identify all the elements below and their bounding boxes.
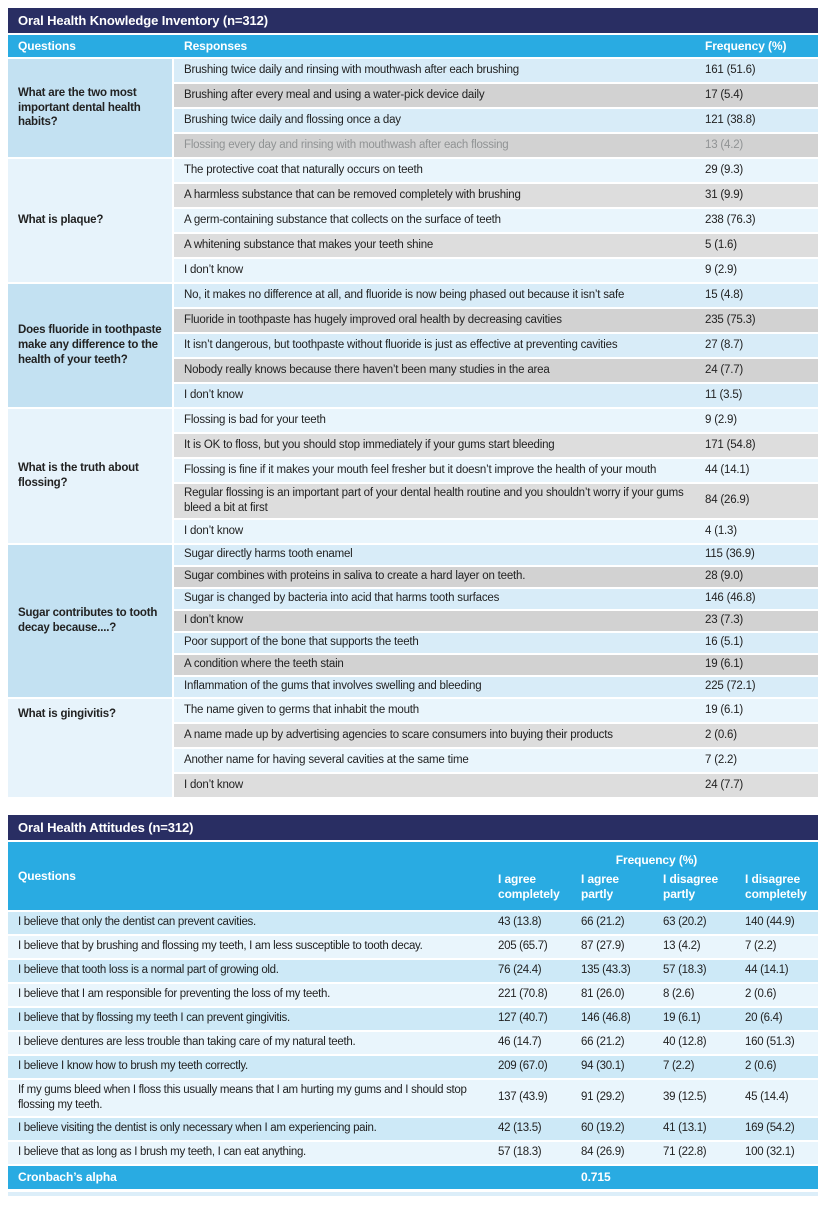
response-row bbox=[174, 409, 818, 432]
question-cell: What is plaque? bbox=[8, 159, 172, 282]
response-row bbox=[174, 384, 818, 407]
frequency-value: 9 (2.9) bbox=[705, 414, 737, 427]
response-row bbox=[174, 434, 818, 457]
frequency-value: 39 (12.5) bbox=[663, 1091, 707, 1104]
response-text: A condition where the teeth stain bbox=[184, 658, 344, 671]
frequency-value: 17 (5.4) bbox=[705, 89, 744, 102]
response-row bbox=[174, 774, 818, 797]
attitude-row bbox=[8, 1080, 818, 1116]
response-text: Brushing after every meal and using a water-pick device daily bbox=[184, 89, 485, 102]
attitude-row bbox=[8, 1032, 818, 1054]
response-text: Brushing twice daily and flossing once a day bbox=[184, 114, 401, 127]
knowledge-table-body bbox=[8, 59, 818, 797]
frequency-value: 127 (40.7) bbox=[498, 1012, 548, 1025]
frequency-value: 2 (0.6) bbox=[705, 728, 737, 741]
frequency-value: 4 (1.3) bbox=[705, 524, 737, 537]
frequency-value: 205 (65.7) bbox=[498, 940, 548, 953]
column-header-frequency: Frequency (%) bbox=[705, 39, 787, 53]
response-text: A germ-containing substance that collects on the surface of teeth bbox=[184, 214, 501, 227]
response-row bbox=[174, 484, 818, 518]
frequency-value: 71 (22.8) bbox=[663, 1146, 707, 1159]
response-text: It isn’t dangerous, but toothpaste without fluoride is just as effective at preventing cavities bbox=[184, 339, 618, 352]
response-row bbox=[174, 633, 818, 653]
attitudes-table-body bbox=[8, 912, 818, 1164]
frequency-value: 84 (26.9) bbox=[581, 1146, 625, 1159]
frequency-value: 20 (6.4) bbox=[745, 1012, 783, 1025]
frequency-value: 94 (30.1) bbox=[581, 1060, 625, 1073]
response-row bbox=[174, 59, 818, 82]
response-text: Fluoride in toothpaste has hugely improved oral health by decreasing cavities bbox=[184, 314, 562, 327]
response-text: I don’t know bbox=[184, 524, 243, 537]
response-text: Another name for having several cavities at the same time bbox=[184, 753, 469, 766]
response-row bbox=[174, 184, 818, 207]
column-header-frequency: Frequency (%) bbox=[615, 852, 698, 867]
response-text: I don’t know bbox=[184, 264, 243, 277]
frequency-value: 221 (70.8) bbox=[498, 988, 548, 1001]
response-row bbox=[174, 209, 818, 232]
response-row bbox=[174, 567, 818, 587]
attitude-question: If my gums bleed when I floss this usually means that I am hurting my gums and I should stop flossing my teeth. bbox=[18, 1083, 467, 1111]
frequency-value: 23 (7.3) bbox=[705, 614, 744, 627]
attitudes-table-title: Oral Health Attitudes (n=312) bbox=[8, 815, 818, 840]
response-text: I don’t know bbox=[184, 778, 243, 791]
response-row bbox=[174, 234, 818, 257]
response-row bbox=[174, 520, 818, 543]
frequency-value: 76 (24.4) bbox=[498, 964, 542, 977]
frequency-value: 7 (2.2) bbox=[745, 940, 777, 953]
response-text: A name made up by advertising agencies to scare consumers into buying their products bbox=[184, 728, 613, 741]
frequency-value: 169 (54.2) bbox=[745, 1122, 795, 1135]
frequency-value: 171 (54.8) bbox=[705, 439, 756, 452]
frequency-value: 15 (4.8) bbox=[705, 289, 744, 302]
response-row bbox=[174, 655, 818, 675]
frequency-value: 87 (27.9) bbox=[581, 940, 625, 953]
frequency-value: 46 (14.7) bbox=[498, 1036, 542, 1049]
response-row bbox=[174, 334, 818, 357]
response-text: Flossing every day and rinsing with mouthwash after each flossing bbox=[184, 139, 509, 152]
cronbach-value: 0.715 bbox=[581, 1170, 611, 1185]
frequency-value: 91 (29.2) bbox=[581, 1091, 625, 1104]
frequency-value: 13 (4.2) bbox=[663, 940, 701, 953]
frequency-value: 40 (12.8) bbox=[663, 1036, 707, 1049]
column-header-questions: Questions bbox=[18, 39, 76, 53]
question-cell: Sugar contributes to tooth decay because....? bbox=[8, 545, 172, 697]
response-text: It is OK to floss, but you should stop immediately if your gums start bleeding bbox=[184, 439, 555, 452]
attitude-question: I believe that tooth loss is a normal part of growing old. bbox=[18, 964, 279, 977]
frequency-value: 41 (13.1) bbox=[663, 1122, 707, 1135]
frequency-value: 161 (51.6) bbox=[705, 64, 756, 77]
frequency-value: 44 (14.1) bbox=[705, 464, 750, 477]
frequency-value: 7 (2.2) bbox=[705, 753, 737, 766]
frequency-value: 146 (46.8) bbox=[581, 1012, 631, 1025]
attitude-question: I believe I know how to brush my teeth correctly. bbox=[18, 1060, 248, 1073]
question-cell: What is gingivitis? bbox=[8, 699, 172, 797]
frequency-value: 66 (21.2) bbox=[581, 916, 625, 929]
frequency-value: 11 (3.5) bbox=[705, 389, 743, 402]
cronbach-label: Cronbach’s alpha bbox=[18, 1170, 117, 1185]
response-text: Flossing is fine if it makes your mouth feel fresher but it doesn’t improve the health of your mouth bbox=[184, 464, 657, 477]
response-text: The name given to germs that inhabit the mouth bbox=[184, 703, 419, 716]
response-row bbox=[174, 545, 818, 565]
frequency-value: 63 (20.2) bbox=[663, 916, 707, 929]
response-text: Brushing twice daily and rinsing with mouthwash after each brushing bbox=[184, 64, 519, 77]
attitude-question: I believe that only the dentist can prevent cavities. bbox=[18, 916, 256, 929]
column-header-disagree-completely: I disagree completely bbox=[745, 871, 807, 901]
attitude-row bbox=[8, 1118, 818, 1140]
question-cell: What are the two most important dental health habits? bbox=[8, 59, 172, 157]
response-text: The protective coat that naturally occurs on teeth bbox=[184, 164, 423, 177]
cronbach-row bbox=[8, 1166, 818, 1189]
response-text: A harmless substance that can be removed completely with brushing bbox=[184, 189, 521, 202]
column-header-agree-completely: I agree completely bbox=[498, 871, 560, 901]
response-text: Sugar directly harms tooth enamel bbox=[184, 548, 353, 561]
frequency-value: 28 (9.0) bbox=[705, 570, 744, 583]
attitude-row bbox=[8, 984, 818, 1006]
frequency-value: 5 (1.6) bbox=[705, 239, 737, 252]
response-row bbox=[174, 159, 818, 182]
attitude-question: I believe that I am responsible for preventing the loss of my teeth. bbox=[18, 988, 331, 1001]
frequency-value: 84 (26.9) bbox=[705, 494, 750, 507]
response-rows bbox=[174, 59, 818, 157]
response-text: I don’t know bbox=[184, 389, 243, 402]
attitude-row bbox=[8, 1008, 818, 1030]
response-rows bbox=[174, 545, 818, 697]
attitude-row bbox=[8, 960, 818, 982]
question-group bbox=[8, 159, 818, 282]
response-row bbox=[174, 84, 818, 107]
frequency-value: 121 (38.8) bbox=[705, 114, 756, 127]
attitude-question: I believe that as long as I brush my teeth, I can eat anything. bbox=[18, 1146, 306, 1159]
frequency-value: 45 (14.4) bbox=[745, 1091, 789, 1104]
frequency-value: 225 (72.1) bbox=[705, 680, 756, 693]
response-row bbox=[174, 134, 818, 157]
frequency-value: 57 (18.3) bbox=[498, 1146, 542, 1159]
column-header-agree-partly: I agree partly bbox=[581, 871, 619, 901]
attitude-question: I believe dentures are less trouble than taking care of my natural teeth. bbox=[18, 1036, 356, 1049]
response-row bbox=[174, 359, 818, 382]
response-text: Sugar combines with proteins in saliva to create a hard layer on teeth. bbox=[184, 570, 526, 583]
knowledge-table bbox=[8, 8, 818, 797]
frequency-value: 135 (43.3) bbox=[581, 964, 631, 977]
question-group bbox=[8, 699, 818, 797]
frequency-value: 8 (2.6) bbox=[663, 988, 695, 1001]
response-row bbox=[174, 589, 818, 609]
frequency-value: 100 (32.1) bbox=[745, 1146, 795, 1159]
question-cell: Does fluoride in toothpaste make any difference to the health of your teeth? bbox=[8, 284, 172, 407]
frequency-value: 2 (0.6) bbox=[745, 988, 777, 1001]
frequency-value: 19 (6.1) bbox=[705, 703, 744, 716]
response-text: Inflammation of the gums that involves swelling and bleeding bbox=[184, 680, 482, 693]
response-rows bbox=[174, 284, 818, 407]
frequency-value: 81 (26.0) bbox=[581, 988, 625, 1001]
attitude-row bbox=[8, 1056, 818, 1078]
frequency-value: 7 (2.2) bbox=[663, 1060, 695, 1073]
attitudes-table bbox=[8, 815, 818, 1196]
attitude-question: I believe visiting the dentist is only necessary when I am experiencing pain. bbox=[18, 1122, 377, 1135]
column-header-disagree-partly: I disagree partly bbox=[663, 871, 719, 901]
frequency-value: 27 (8.7) bbox=[705, 339, 744, 352]
frequency-value: 31 (9.9) bbox=[705, 189, 744, 202]
question-group bbox=[8, 409, 818, 543]
frequency-value: 160 (51.3) bbox=[745, 1036, 795, 1049]
frequency-value: 19 (6.1) bbox=[663, 1012, 701, 1025]
response-rows bbox=[174, 159, 818, 282]
knowledge-table-title: Oral Health Knowledge Inventory (n=312) bbox=[8, 8, 818, 33]
frequency-value: 44 (14.1) bbox=[745, 964, 789, 977]
frequency-value: 57 (18.3) bbox=[663, 964, 707, 977]
frequency-value: 2 (0.6) bbox=[745, 1060, 777, 1073]
frequency-value: 29 (9.3) bbox=[705, 164, 744, 177]
knowledge-table-header bbox=[8, 35, 818, 57]
attitudes-table-header bbox=[8, 842, 818, 910]
frequency-value: 140 (44.9) bbox=[745, 916, 795, 929]
response-text: Poor support of the bone that supports the teeth bbox=[184, 636, 419, 649]
column-header-responses: Responses bbox=[184, 39, 248, 53]
attitude-question: I believe that by brushing and flossing my teeth, I am less susceptible to tooth decay. bbox=[18, 940, 423, 953]
response-text: I don’t know bbox=[184, 614, 243, 627]
question-group bbox=[8, 545, 818, 697]
response-text: No, it makes no difference at all, and fluoride is now being phased out because it isn’t safe bbox=[184, 289, 625, 302]
response-row bbox=[174, 259, 818, 282]
attitude-row bbox=[8, 1142, 818, 1164]
response-text: Sugar is changed by bacteria into acid that harms tooth surfaces bbox=[184, 592, 500, 605]
table-bottom-edge bbox=[8, 1192, 818, 1196]
response-row bbox=[174, 109, 818, 132]
frequency-value: 16 (5.1) bbox=[705, 636, 744, 649]
frequency-value: 146 (46.8) bbox=[705, 592, 756, 605]
frequency-value: 9 (2.9) bbox=[705, 264, 737, 277]
frequency-value: 19 (6.1) bbox=[705, 658, 744, 671]
response-text: Nobody really knows because there haven’t been many studies in the area bbox=[184, 364, 550, 377]
attitude-row bbox=[8, 912, 818, 934]
response-row bbox=[174, 724, 818, 747]
response-text: Regular flossing is an important part of your dental health routine and you shouldn’t worry if your gums bleed a bit at first bbox=[184, 487, 684, 514]
response-row bbox=[174, 611, 818, 631]
response-row bbox=[174, 459, 818, 482]
frequency-value: 13 (4.2) bbox=[705, 139, 744, 152]
response-text: A whitening substance that makes your teeth shine bbox=[184, 239, 434, 252]
frequency-value: 24 (7.7) bbox=[705, 364, 744, 377]
response-row bbox=[174, 309, 818, 332]
frequency-value: 137 (43.9) bbox=[498, 1091, 548, 1104]
response-row bbox=[174, 284, 818, 307]
frequency-value: 238 (76.3) bbox=[705, 214, 756, 227]
attitude-question: I believe that by flossing my teeth I can prevent gingivitis. bbox=[18, 1012, 290, 1025]
frequency-value: 66 (21.2) bbox=[581, 1036, 625, 1049]
question-cell: What is the truth about flossing? bbox=[8, 409, 172, 543]
response-row bbox=[174, 677, 818, 697]
frequency-value: 43 (13.8) bbox=[498, 916, 542, 929]
frequency-value: 42 (13.5) bbox=[498, 1122, 542, 1135]
response-row bbox=[174, 699, 818, 722]
response-text: Flossing is bad for your teeth bbox=[184, 414, 326, 427]
frequency-value: 209 (67.0) bbox=[498, 1060, 548, 1073]
question-group bbox=[8, 59, 818, 157]
frequency-value: 235 (75.3) bbox=[705, 314, 756, 327]
frequency-value: 60 (19.2) bbox=[581, 1122, 625, 1135]
response-rows bbox=[174, 409, 818, 543]
attitude-row bbox=[8, 936, 818, 958]
response-row bbox=[174, 749, 818, 772]
frequency-value: 24 (7.7) bbox=[705, 778, 744, 791]
question-group bbox=[8, 284, 818, 407]
column-header-questions: Questions bbox=[18, 868, 76, 883]
frequency-value: 115 (36.9) bbox=[705, 548, 755, 561]
response-rows bbox=[174, 699, 818, 797]
